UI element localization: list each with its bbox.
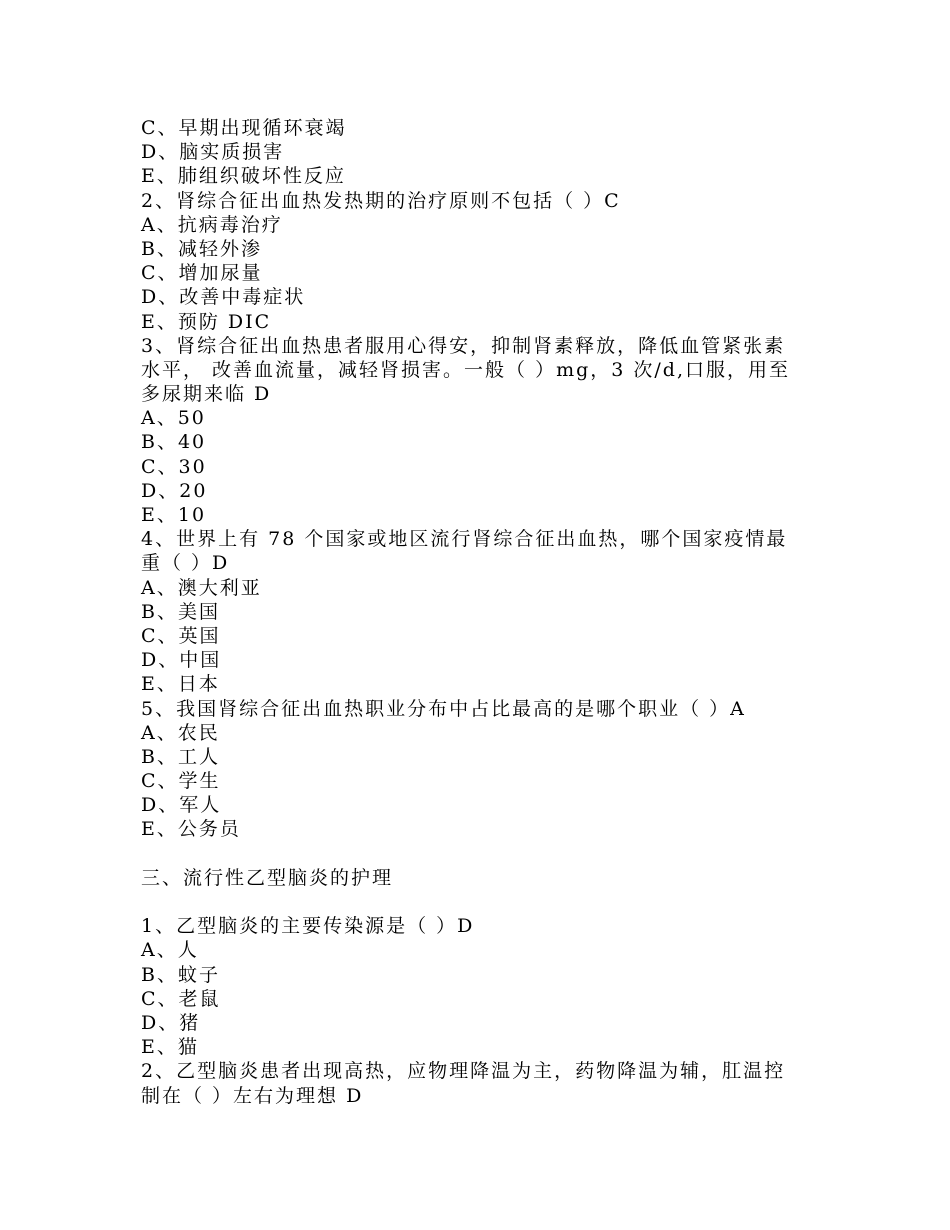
option-line: E、公务员 xyxy=(141,818,241,841)
blank-line xyxy=(141,890,821,914)
question-line: 1、乙型脑炎的主要传染源是（ ）D xyxy=(141,915,475,938)
question-line: 制在（ ）左右为理想 D xyxy=(141,1084,364,1107)
question-line: 2、乙型脑炎患者出现高热，应物理降温为主，药物降温为辅，肛温控 xyxy=(141,1060,786,1083)
option-line: E、10 xyxy=(141,504,207,526)
section-heading: 三、流行性乙型脑炎的护理 xyxy=(141,866,394,889)
option-line: D、军人 xyxy=(141,794,222,817)
option-line: D、中国 xyxy=(141,649,222,672)
option-line: B、蚊子 xyxy=(141,963,220,986)
option-line: E、日本 xyxy=(141,673,220,696)
option-line: C、学生 xyxy=(141,770,221,793)
document-body xyxy=(141,116,821,1108)
question-line: 多尿期来临 D xyxy=(141,383,272,406)
question-line: 3、肾综合征出血热患者服用心得安，抑制肾素释放，降低血管紧张素 xyxy=(141,334,786,357)
option-line: A、农民 xyxy=(141,721,220,744)
option-line: E、肺组织破坏性反应 xyxy=(141,165,346,188)
option-line: B、美国 xyxy=(141,600,220,623)
option-line: E、预防 DIC xyxy=(141,310,272,333)
option-line: E、猫 xyxy=(141,1036,199,1059)
option-line: D、改善中毒症状 xyxy=(141,286,306,309)
option-line: C、早期出现循环衰竭 xyxy=(141,117,347,139)
question-line: 重（ ）D xyxy=(141,552,230,575)
option-line: A、人 xyxy=(141,939,199,962)
blank-line xyxy=(141,842,821,866)
option-line: D、20 xyxy=(141,479,208,502)
question-line: 水平， 改善血流量，减轻肾损害。一般（ ）mg，3 次/d,口服，用至 xyxy=(141,358,790,381)
option-line: C、老鼠 xyxy=(141,987,221,1010)
option-line: A、澳大利亚 xyxy=(141,576,262,599)
question-line: 2、肾综合征出血热发热期的治疗原则不包括（ ）C xyxy=(141,189,621,212)
option-line: C、30 xyxy=(141,455,207,478)
option-line: C、增加尿量 xyxy=(141,262,263,285)
option-line: A、抗病毒治疗 xyxy=(141,213,283,236)
option-line: D、猪 xyxy=(141,1011,201,1034)
option-line: B、减轻外渗 xyxy=(141,237,262,260)
question-line: 5、我国肾综合征出血热职业分布中占比最高的是哪个职业（ ）A xyxy=(141,697,746,720)
option-line: B、工人 xyxy=(141,745,220,768)
question-line: 4、世界上有 78 个国家或地区流行肾综合征出血热，哪个国家疫情最 xyxy=(141,528,788,551)
option-line: D、脑实质损害 xyxy=(141,141,285,164)
option-line: B、40 xyxy=(141,431,207,454)
option-line: C、英国 xyxy=(141,624,221,647)
option-line: A、50 xyxy=(141,407,206,430)
